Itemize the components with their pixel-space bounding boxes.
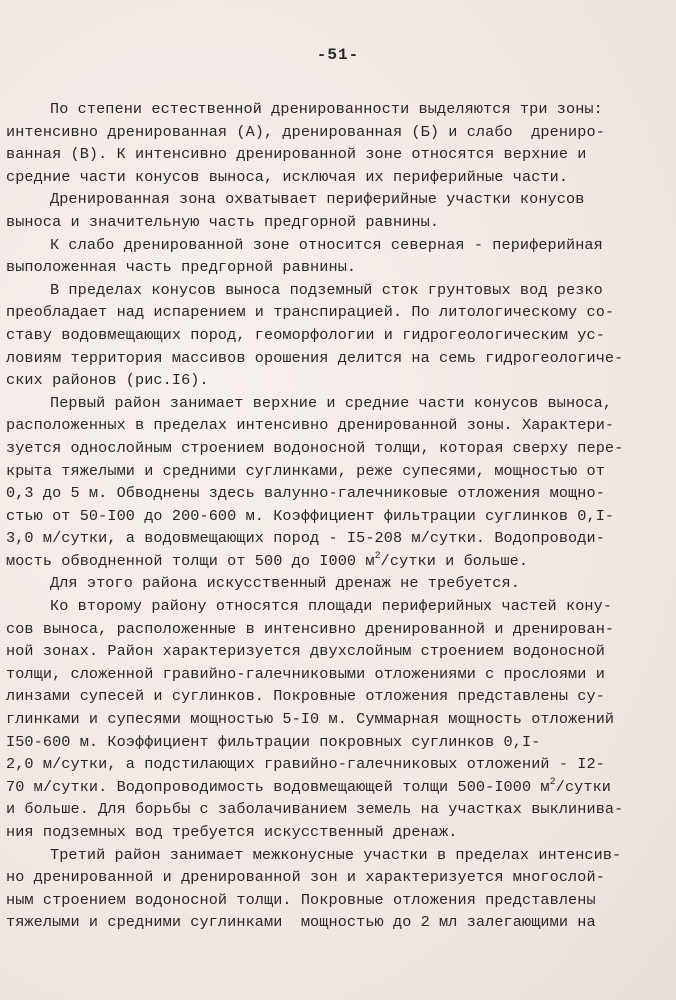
text-line xyxy=(6,618,668,641)
text-line-content: I50-600 м. Коэффициент фильтрации покровных суглинков 0,I- xyxy=(6,732,541,751)
text-line xyxy=(6,844,668,867)
text-line xyxy=(6,121,668,144)
text-line-content: ния подземных вод требуется искусственный дренаж. xyxy=(6,823,458,841)
text-line xyxy=(6,776,668,799)
text-line-content: 3,0 м/сутки, а водовмещающих пород - I5-208 м/сутки. Водопроводи- xyxy=(6,529,605,548)
text-line-content: ских районов (рис.I6). xyxy=(6,371,209,390)
text-line-content: зуется однослойным строением водоносной толщи, которая сверху пере- xyxy=(6,438,624,457)
body-text xyxy=(6,98,668,934)
text-line-content: преобладает над испарением и транспирацией. По литологическому со- xyxy=(6,303,615,322)
text-line-content: интенсивно дренированная (А), дренированная (Б) и слабо дрениро- xyxy=(6,122,605,141)
text-line xyxy=(6,889,668,912)
text-line-content: толщи, сложенной гравийно-галечниковыми отложениями с прослоями и xyxy=(6,664,605,683)
text-line xyxy=(6,414,668,437)
text-line-content: сов выноса, расположенные в интенсивно дренированной и дренирован- xyxy=(6,619,615,638)
page-number: -51- xyxy=(316,46,360,64)
text-line-content: мость обводненной толщи от 500 до I000 м xyxy=(6,551,375,570)
text-line-content: ставу водовмещающих пород, геоморфологии и гидрогеологическим ус- xyxy=(6,325,605,344)
text-line xyxy=(6,347,668,370)
text-line xyxy=(6,572,668,595)
text-line xyxy=(6,663,668,686)
text-line-content: и больше. Для борьбы с заболачиванием земель на участках выклинива- xyxy=(6,800,624,819)
text-line-content: крыта тяжелыми и средними суглинками, реже супесями, мощностью от xyxy=(6,461,605,480)
text-line-continuation: /сутки xyxy=(555,777,612,796)
text-line xyxy=(6,731,668,754)
text-line-content: выноса и значительную часть предгорной равнины. xyxy=(6,212,440,231)
text-line-content: но дренированной и дренированной зон и характеризуется многослой- xyxy=(6,868,605,887)
text-line xyxy=(6,437,668,460)
text-line xyxy=(6,482,668,505)
text-line-content: 0,3 до 5 м. Обводнены здесь валунно-галечниковые отложения мощно- xyxy=(6,484,605,503)
text-line-content: выположенная часть предгорной равнины. xyxy=(6,258,357,277)
text-line xyxy=(6,392,668,415)
text-line-content: линзами супесей и суглинков. Покровные отложения представлены су- xyxy=(6,687,605,706)
text-line-content: ным строением водоносной толщи. Покровные отложения представлены xyxy=(6,890,596,909)
text-line xyxy=(6,211,668,234)
text-line xyxy=(6,866,668,889)
text-line xyxy=(6,256,668,279)
text-line xyxy=(6,595,668,618)
text-line-content: Третий район занимает межконусные участки в пределах интенсив- xyxy=(50,845,622,864)
text-line-content: стью от 50-I00 до 200-600 м. Коэффициент фильтрации суглинков 0,I- xyxy=(6,506,615,525)
text-line-content: К слабо дренированной зоне относится северная - периферийная xyxy=(50,235,603,254)
text-line xyxy=(6,505,668,528)
text-line-content: Первый район занимает верхние и средние части конусов выноса, xyxy=(50,393,613,412)
superscript: 2 xyxy=(549,776,556,788)
text-line xyxy=(6,460,668,483)
superscript: 2 xyxy=(374,550,381,562)
text-line-content: Для этого района искусственный дренаж не требуется. xyxy=(50,574,520,593)
text-line xyxy=(6,753,668,776)
text-line xyxy=(6,550,668,573)
text-line-content: ванная (В). К интенсивно дренированной зоне относятся верхние и xyxy=(6,145,587,164)
text-line xyxy=(6,166,668,189)
text-line-content: глинками и супесями мощностью 5-I0 м. Суммарная мощность отложений xyxy=(6,710,615,729)
text-line xyxy=(6,821,668,844)
text-line-content: тяжелыми и средними суглинками мощностью до 2 мл залегающими на xyxy=(6,913,596,932)
text-line xyxy=(6,527,668,550)
text-line-content: Ко второму району относятся площади периферийных частей кону- xyxy=(50,597,613,616)
text-line xyxy=(6,98,668,121)
text-line xyxy=(6,911,668,934)
text-line-continuation: /сутки и больше. xyxy=(380,551,529,570)
text-line xyxy=(6,188,668,211)
text-line-content: ной зонах. Район характеризуется двухслойным строением водоносной xyxy=(6,642,605,661)
text-line-content: В пределах конусов выноса подземный сток грунтовых вод резко xyxy=(50,280,603,299)
text-line-content: средние части конусов выноса, исключая их периферийные части. xyxy=(6,167,569,186)
text-line xyxy=(6,234,668,257)
text-line xyxy=(6,301,668,324)
text-line xyxy=(6,279,668,302)
text-line-content: ловиям территория массивов орошения делится на семь гидрогеологиче- xyxy=(6,348,624,367)
text-line xyxy=(6,685,668,708)
text-line-content: Дренированная зона охватывает периферийные участки конусов xyxy=(50,190,585,209)
text-line xyxy=(6,324,668,347)
text-line xyxy=(6,143,668,166)
text-line-content: По степени естественной дренированности выделяются три зоны: xyxy=(50,100,603,118)
text-line-content: 2,0 м/сутки, а подстилающих гравийно-галечниковых отложений - I2- xyxy=(6,755,605,774)
text-line xyxy=(6,798,668,821)
text-line xyxy=(6,369,668,392)
text-line-content: расположенных в пределах интенсивно дренированной зоны. Характери- xyxy=(6,416,615,435)
text-line xyxy=(6,708,668,731)
text-line xyxy=(6,640,668,663)
text-line-content: 70 м/сутки. Водопроводимость водовмещающей толщи 500-I000 м xyxy=(6,777,550,796)
